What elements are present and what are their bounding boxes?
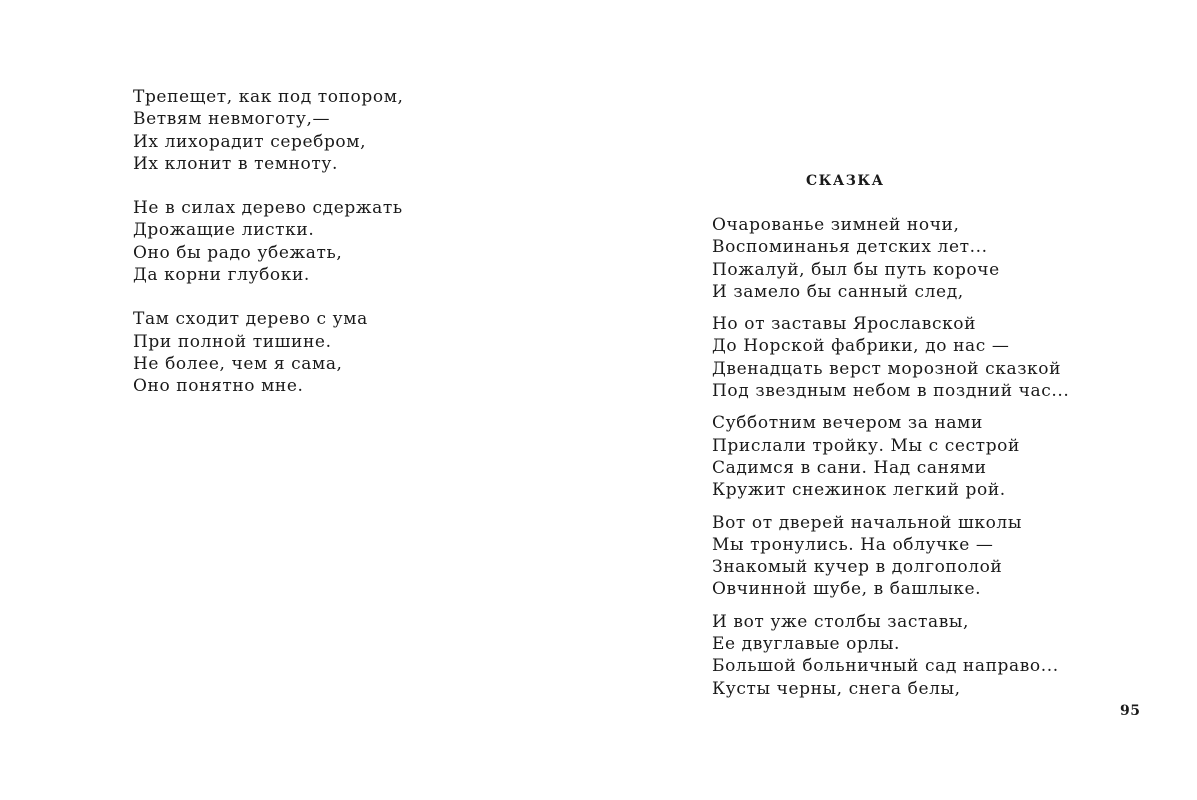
poem-line: Под звездным небом в поздний час... <box>712 381 1070 402</box>
poem-line: Оно бы радо убежать, <box>133 242 343 263</box>
poem-line: Да корни глубоки. <box>133 265 310 286</box>
poem-line: Там сходит дерево с ума <box>133 309 368 330</box>
poem-line: Очарованье зимней ночи, <box>712 215 960 235</box>
poem-line: До Норской фабрики, до нас — <box>712 336 1010 357</box>
left-poem <box>133 86 553 398</box>
poem-line: Кружит снежинок легкий рой. <box>712 480 1006 501</box>
stanza <box>133 197 553 286</box>
poem-line: Садимся в сани. Над санями <box>712 457 987 478</box>
stanza <box>712 512 1132 601</box>
poem-line: Вот от дверей начальной школы <box>712 512 1022 533</box>
poem-title: СКАЗКА <box>806 173 885 189</box>
poem-line: Двенадцать верст морозной сказкой <box>712 358 1062 379</box>
poem-line: Но от заставы Ярославской <box>712 314 977 335</box>
poem-line: Ветвям невмоготу,— <box>133 109 331 130</box>
poem-line: Субботним вечером за нами <box>712 413 983 434</box>
poem-line: Большой больничный сад направо... <box>712 656 1059 677</box>
poem-line: Не более, чем я сама, <box>133 353 343 374</box>
poem-line: Воспоминанья детских лет... <box>712 237 988 258</box>
poem-line: Овчинной шубе, в башлыке. <box>712 579 982 600</box>
right-page <box>598 0 1197 800</box>
poem-line: Мы тронулись. На облучке — <box>712 534 994 555</box>
poem-line: Кусты черны, снега белы, <box>712 678 961 699</box>
poem-line: Оно понятно мне. <box>133 376 304 397</box>
poem-line: Знакомый кучер в долгополой <box>712 557 1003 578</box>
poem-line: Их клонит в темноту. <box>133 153 338 174</box>
stanza <box>712 214 1132 303</box>
poem-line: Прислали тройку. Мы с сестрой <box>712 435 1020 456</box>
poem-line: Пожалуй, был бы путь короче <box>712 259 1000 280</box>
stanza <box>712 412 1132 501</box>
poem-line: Ее двуглавые орлы. <box>712 634 900 655</box>
poem-line: Дрожащие листки. <box>133 220 315 241</box>
poem-line: Их лихорадит серебром, <box>133 131 367 152</box>
page-number: 95 <box>1120 703 1141 719</box>
stanza <box>712 611 1132 700</box>
left-page <box>0 0 598 800</box>
poem-line: И замело бы санный след, <box>712 281 964 302</box>
poem-line: Не в силах дерево сдержать <box>133 198 403 219</box>
poem-line: И вот уже столбы заставы, <box>712 611 970 632</box>
stanza <box>133 86 553 175</box>
right-poem <box>712 214 1132 700</box>
stanza <box>133 308 553 397</box>
poem-line: Трепещет, как под топором, <box>133 87 404 107</box>
stanza <box>712 313 1132 402</box>
poem-line: При полной тишине. <box>133 331 332 352</box>
